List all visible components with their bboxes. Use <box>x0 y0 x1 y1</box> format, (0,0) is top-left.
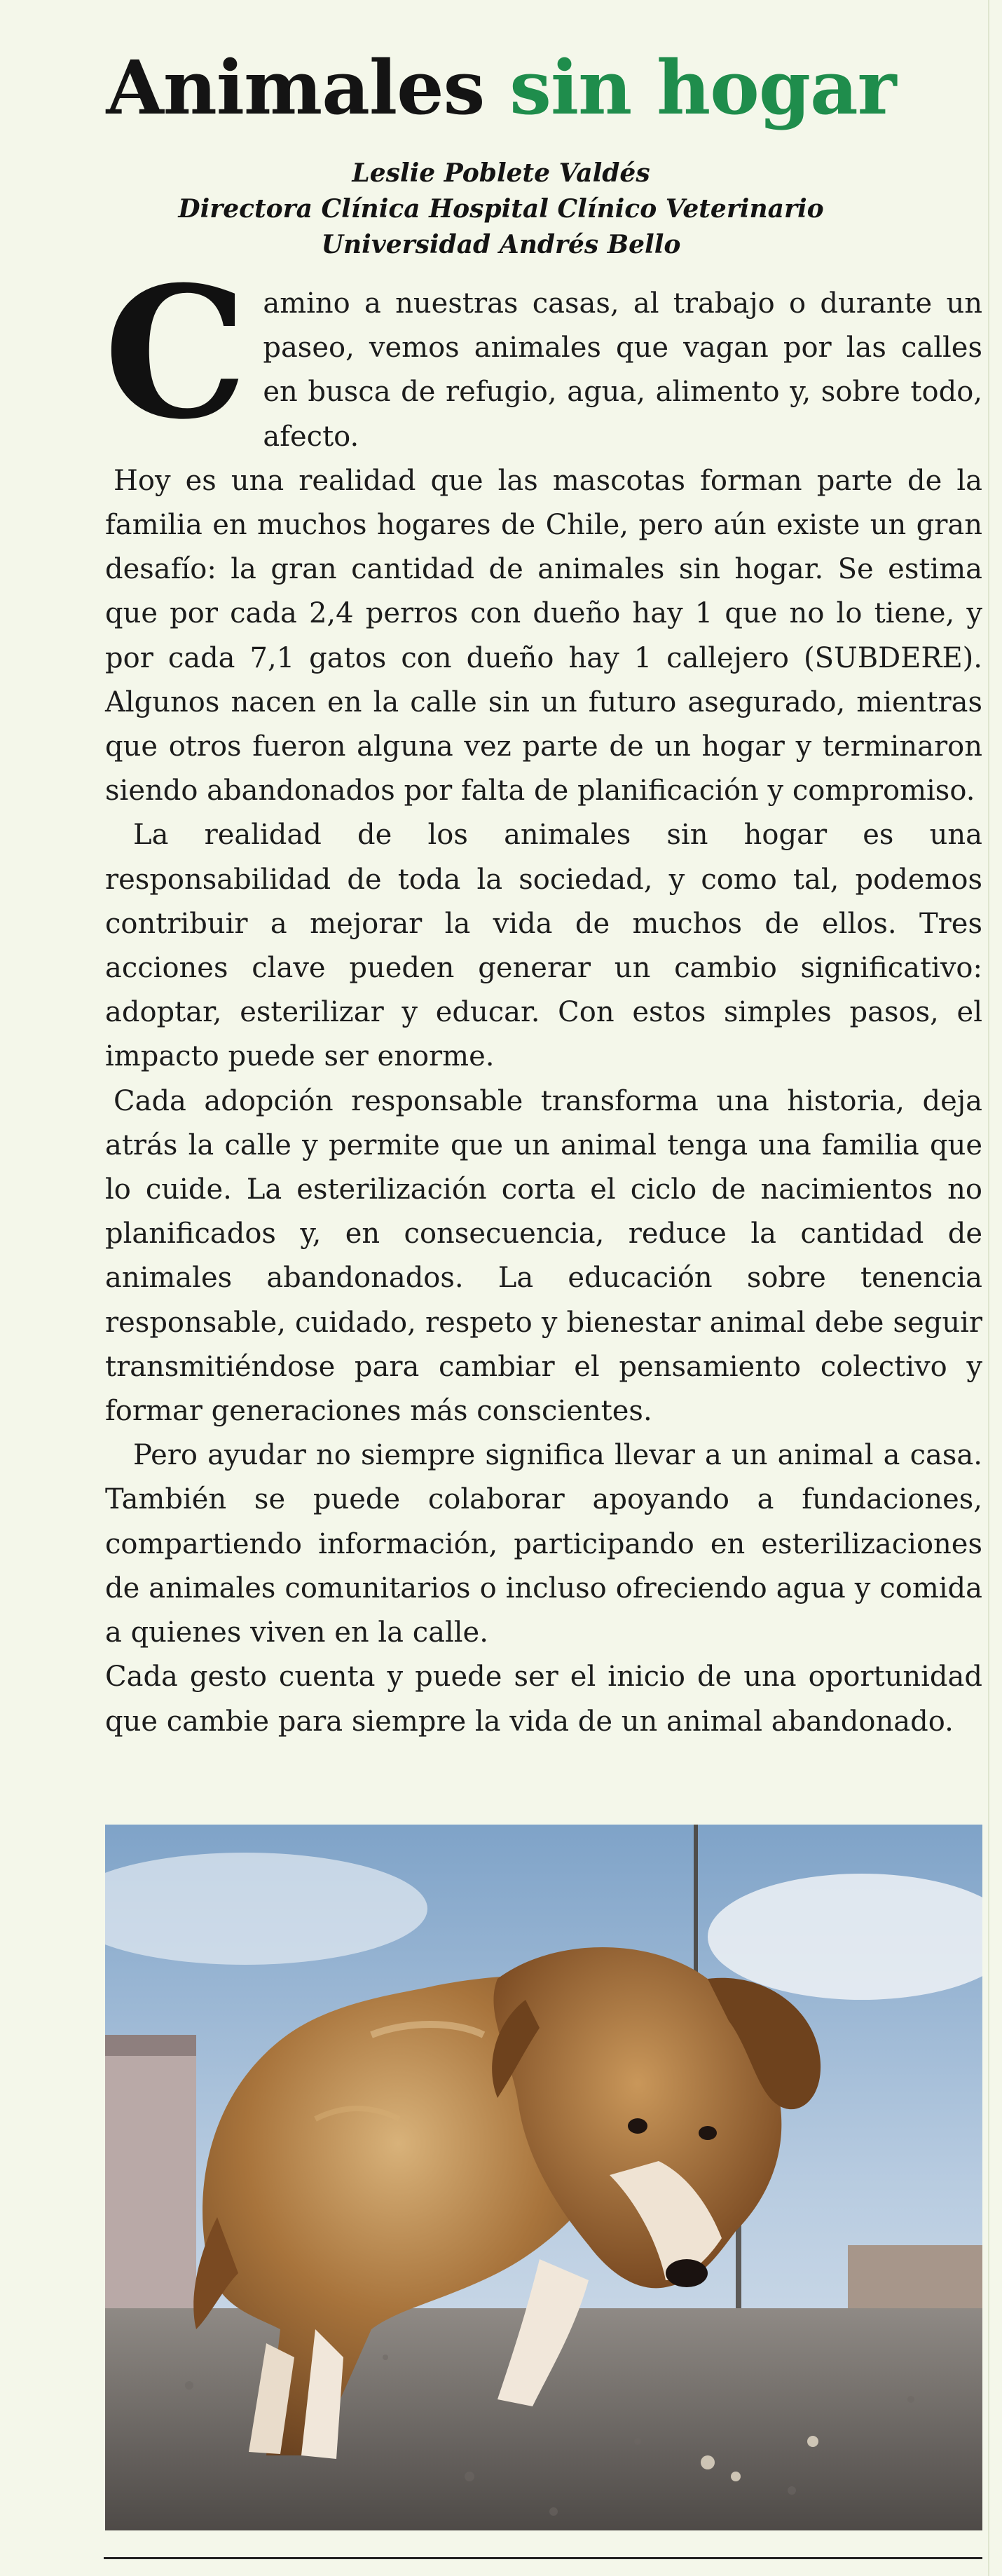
bottom-divider <box>104 2557 982 2559</box>
title-part-1: Animales <box>106 43 485 131</box>
drop-cap: C <box>104 247 248 459</box>
title-part-2: sin hogar <box>509 43 896 131</box>
paragraph-5: Pero ayudar no siempre significa llevar a un animal a casa. También se puede colaborar apoyando a fundaciones, compartiendo información, participando en esterilizaciones de animales comunitarios o incluso ofreciendo agua y comida a quienes viven en la calle. <box>105 1439 982 1649</box>
paragraph-1 <box>104 247 982 459</box>
paragraph-4: Cada adopción responsable transforma una historia, deja atrás la calle y permite que un animal tenga una familia que lo cuide. La esterilización corta el ciclo de nacimientos no planificados y, en consecuencia, reduce la cantidad de animales abandonados. La educación sobre tenencia responsable, cuidado, respeto y bienestar animal debe seguir transmitiéndose para cambiar el pensamiento colectivo y formar generaciones más conscientes. <box>105 1084 982 1428</box>
page-edge-divider <box>988 0 989 2576</box>
author-institution: Universidad Andrés Bello <box>321 230 681 259</box>
author-name: Leslie Poblete Valdés <box>352 158 650 188</box>
stray-dog-photo <box>105 1825 982 2530</box>
paragraph-6: Cada gesto cuenta y puede ser el inicio de una oportunidad que cambie para siempre la vida de un animal abandonado. <box>105 1661 982 1738</box>
paragraph-3: La realidad de los animales sin hogar es una responsabilidad de toda la sociedad, y como tal, podemos contribuir a mejorar la vida de muchos de ellos. Tres acciones clave pueden generar un cambio significativo: adoptar, esterilizar y educar. Con estos simples pasos, el impacto puede ser enorme. <box>105 819 982 1073</box>
author-role: Directora Clínica Hospital Clínico Veterinario <box>178 194 824 224</box>
paragraph-1-text: amino a nuestras casas, al trabajo o durante un paseo, vemos animales que vagan por las calles en busca de refugio, agua, alimento y, sobre todo, afecto. <box>263 287 982 453</box>
article-title <box>0 39 1002 137</box>
article-body <box>104 247 982 1744</box>
dog-photo-illustration <box>105 1825 982 2530</box>
paragraph-2: Hoy es una realidad que las mascotas forman parte de la familia en muchos hogares de Chile, pero aún existe un gran desafío: la gran cantidad de animales sin hogar. Se estima que por cada 2,4 perros con dueño hay 1 que no lo tiene, y por cada 7,1 gatos con dueño hay 1 callejero (SUBDERE). Algunos nacen en la calle sin un futuro asegurado, mientras que otros fueron alguna vez parte de un hogar y terminaron siendo abandonados por falta de planificación y compromiso. <box>105 464 982 807</box>
